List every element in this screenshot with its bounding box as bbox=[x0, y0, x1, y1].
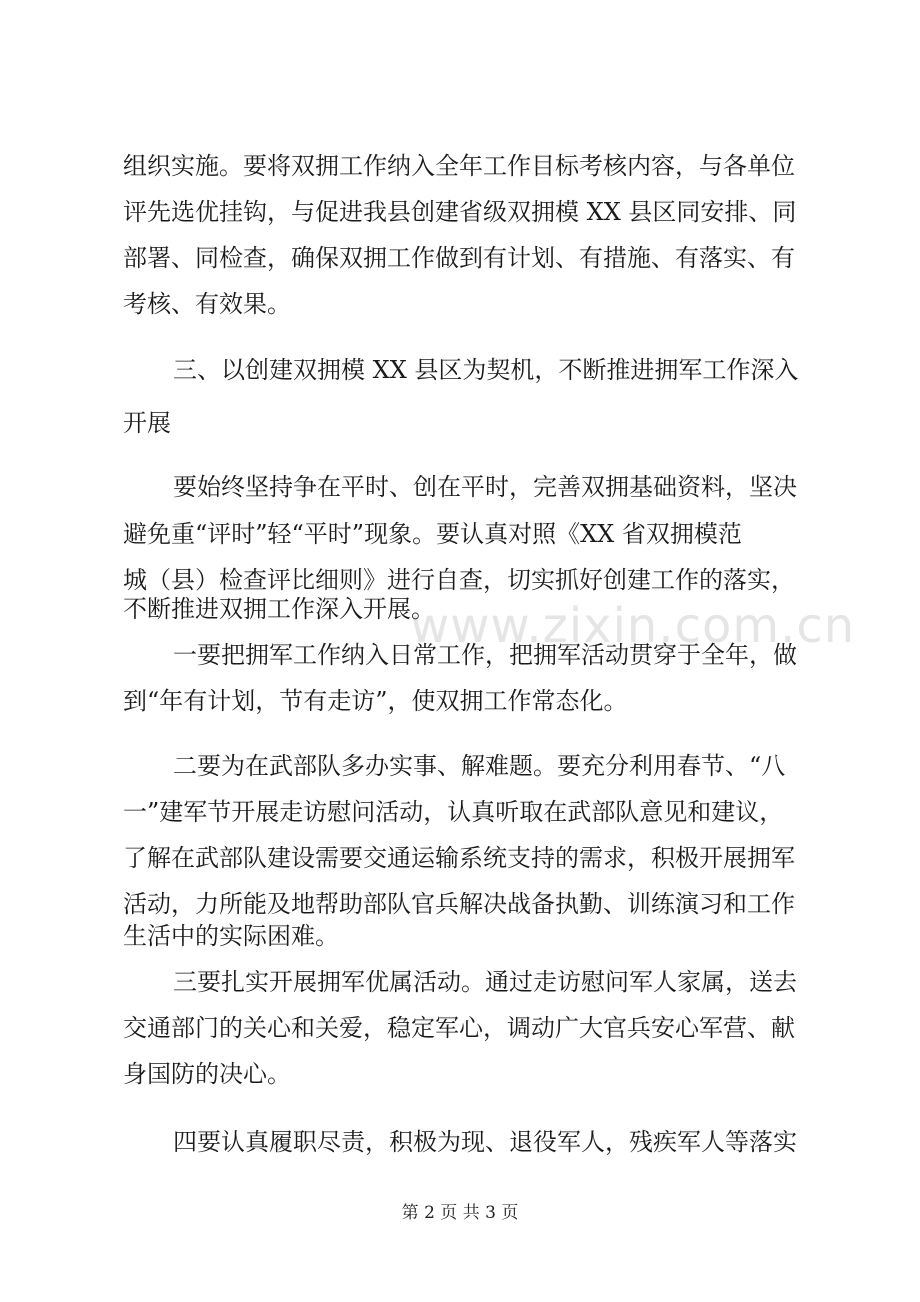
paragraph-line: 二要为在武部队多办实事、解难题。要充分利用春节、“八 bbox=[173, 752, 786, 780]
text-line: 考核、有效果。 bbox=[123, 290, 291, 318]
paragraph-line: 一要把拥军工作纳入日常工作，把拥军活动贯穿于全年，做 bbox=[173, 641, 797, 669]
text-line: 活动，力所能及地帮助部队官兵解决战备执勤、训练演习和工作 bbox=[123, 890, 795, 918]
paragraph-line: 三要扎实开展拥军优属活动。通过走访慰问军人家属，送去 bbox=[173, 968, 797, 996]
text-line: 身国防的决心。 bbox=[123, 1060, 291, 1088]
text-line: 了解在武部队建设需要交通运输系统支持的需求，积极开展拥军 bbox=[123, 844, 795, 872]
text-line: 组织实施。要将双拥工作纳入全年工作目标考核内容，与各单位 bbox=[123, 152, 795, 180]
section-heading: 三、以创建双拥模 XX 县区为契机，不断推进拥军工作深入 bbox=[173, 356, 799, 384]
text-line: 部署、同检查，确保双拥工作做到有计划、有措施、有落实、有 bbox=[123, 244, 795, 272]
section-heading-cont: 开展 bbox=[123, 409, 171, 437]
paragraph-line: 要始终坚持争在平时、创在平时，完善双拥基础资料，坚决 bbox=[173, 473, 797, 501]
paragraph-line: 四要认真履职尽责，积极为现、退役军人，残疾军人等落实 bbox=[173, 1128, 797, 1156]
text-line: 不断推进双拥工作深入开展。 bbox=[123, 595, 435, 623]
page-footer: 第 2 页 共 3 页 bbox=[401, 1203, 519, 1223]
text-line: 交通部门的关心和关爱，稳定军心，调动广大官兵安心军营、献 bbox=[123, 1014, 795, 1042]
text-line: 城（县）检查评比细则》进行自查，切实抓好创建工作的落实， bbox=[123, 566, 795, 594]
text-line: 生活中的实际困难。 bbox=[123, 922, 339, 950]
text-line: 到“年有计划，节有走访”，使双拥工作常态化。 bbox=[123, 687, 628, 715]
text-line: 评先选优挂钩，与促进我县创建省级双拥模 XX 县区同安排、同 bbox=[123, 198, 797, 226]
watermark: www.zixin.com.cn bbox=[410, 598, 856, 654]
text-line: 避免重“评时”轻“平时”现象。要认真对照《XX 省双拥模范 bbox=[123, 520, 742, 548]
text-line: 一”建军节开展走访慰问活动，认真听取在武部队意见和建议， bbox=[123, 798, 784, 826]
